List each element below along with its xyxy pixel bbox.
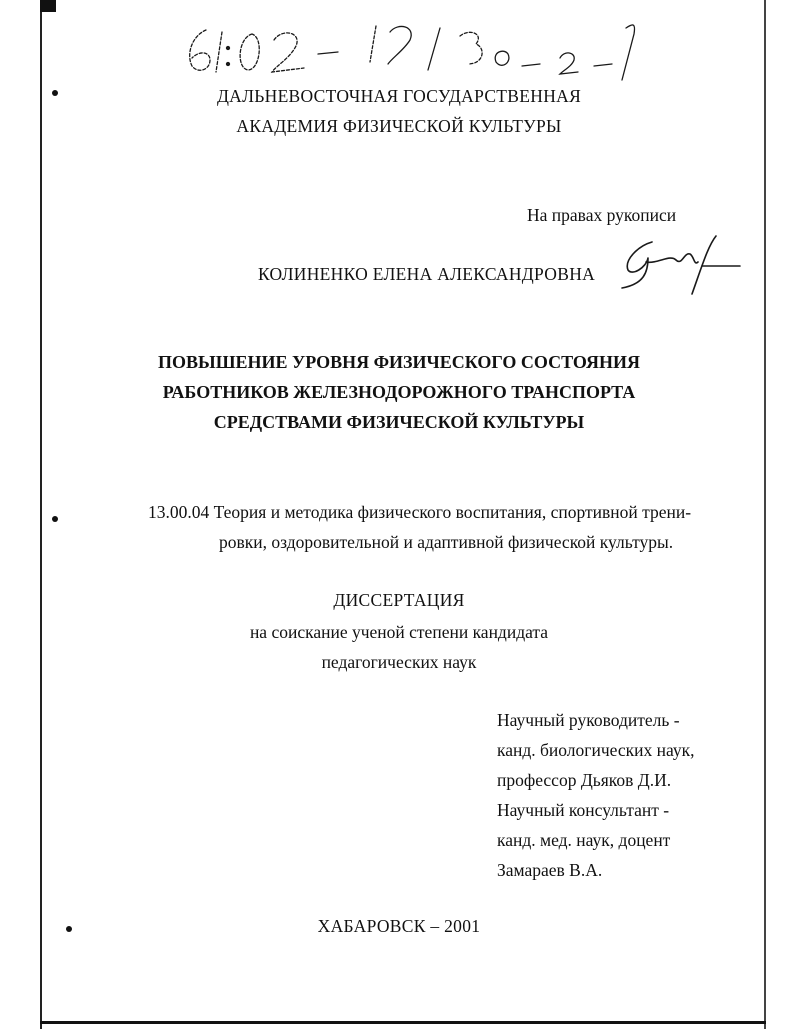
title-line3: СРЕДСТВАМИ ФИЗИЧЕСКОЙ КУЛЬТУРЫ	[213, 412, 585, 432]
punch-hole-dot	[52, 516, 58, 522]
title-line1: ПОВЫШЕНИЕ УРОВНЯ ФИЗИЧЕСКОГО СОСТОЯНИЯ	[158, 352, 640, 372]
specialty-line1: 13.00.04 Теория и методика физического воспитания, спортивной трени-	[148, 502, 692, 522]
city-year: ХАБАРОВСК – 2001	[317, 916, 481, 936]
scan-border-left	[40, 0, 42, 1029]
title-line2: РАБОТНИКОВ ЖЕЛЕЗНОДОРОЖНОГО ТРАНСПОРТА	[162, 382, 636, 402]
handwritten-catalog-number	[178, 14, 658, 84]
institution-name-line1: ДАЛЬНЕВОСТОЧНАЯ ГОСУДАРСТВЕННАЯ	[216, 86, 582, 106]
scan-border-right	[764, 0, 766, 1029]
consultant-degree: канд. мед. наук, доцент	[497, 830, 671, 850]
author-name: КОЛИНЕНКО ЕЛЕНА АЛЕКСАНДРОВНА	[258, 264, 596, 284]
consultant-name: Замараев В.А.	[497, 860, 603, 880]
consultant-role: Научный консультант -	[497, 800, 670, 820]
scan-corner-mark	[40, 0, 56, 12]
institution-name-line2: АКАДЕМИЯ ФИЗИЧЕСКОЙ КУЛЬТУРЫ	[236, 116, 562, 136]
specialty-line2: ровки, оздоровительной и адаптивной физической культуры.	[219, 532, 674, 552]
thesis-purpose-line2: педагогических наук	[321, 652, 477, 672]
scan-border-bottom	[40, 1021, 766, 1024]
rights-note: На правах рукописи	[527, 205, 677, 225]
author-signature	[618, 232, 743, 300]
advisor-degree: канд. биологических наук,	[497, 740, 695, 760]
thesis-type: ДИССЕРТАЦИЯ	[333, 590, 465, 610]
advisor-role: Научный руководитель -	[497, 710, 680, 730]
thesis-purpose-line1: на соискание ученой степени кандидата	[249, 622, 549, 642]
advisor-name: профессор Дьяков Д.И.	[497, 770, 672, 790]
